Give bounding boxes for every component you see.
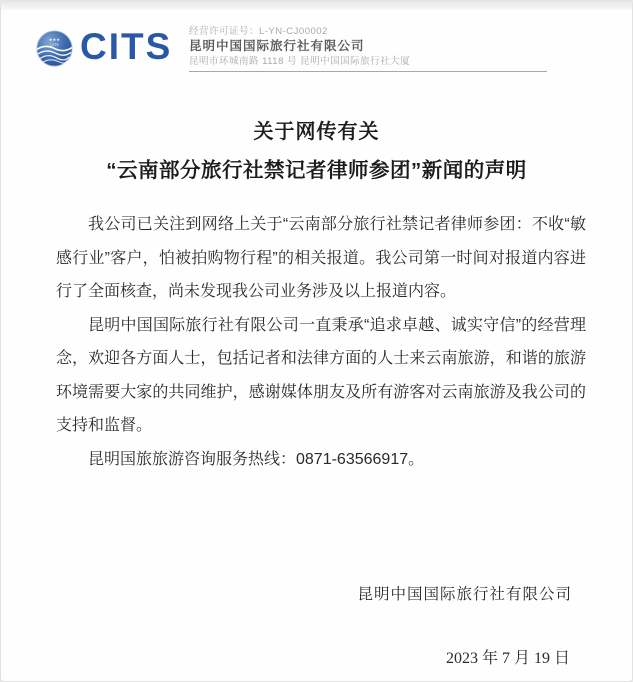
statement-body (56, 208, 586, 476)
body-paragraph-1: 我公司已关注到网络上关于“云南部分旅行社禁记者律师参团：不收“敏感行业”客户，怕被拍购物行程”的相关报道。我公司第一时间对报道内容进行了全面核查，尚未发现我公司业务涉及以上报道内容。 (56, 216, 586, 300)
hotline-line: 昆明国旅旅游咨询服务热线：0871-63566917。 (88, 450, 425, 468)
statement-title-line1: 关于网传有关 (253, 121, 380, 143)
license-number-line: 经营许可证号：L-YN-CJ00002 (189, 26, 328, 37)
statement-title-line2: “云南部分旅行社禁记者律师参团”新闻的声明 (106, 159, 527, 182)
company-name-line: 昆明中国国际旅行社有限公司 (189, 39, 365, 53)
body-paragraph-2: 昆明中国国际旅行社有限公司一直秉承“追求卓越、诚实守信”的经营理念，欢迎各方面人士，包括记者和法律方面的人士来云南旅游，和谐的旅游环境需要大家的共同维护，感谢媒体朋友及所有游客对云南旅游及我公司的支持和监督。 (56, 316, 586, 434)
cits-logo (36, 27, 172, 67)
logo-wordmark: CITS (80, 26, 173, 67)
signature-company: 昆明中国国际旅行社有限公司 (357, 586, 572, 603)
globe-waves-icon (36, 30, 73, 67)
page-top-edge (1, 1, 632, 10)
statement-date: 2023 年 7 月 19 日 (445, 650, 570, 667)
svg-text:★★★: ★★★ (48, 36, 61, 42)
address-line: 昆明市环城南路 1118 号 昆明中国国际旅行社大厦 (189, 56, 411, 67)
letterhead (36, 27, 172, 67)
svg-text:CITS: CITS (50, 42, 59, 47)
letterhead-info-block (189, 25, 547, 72)
